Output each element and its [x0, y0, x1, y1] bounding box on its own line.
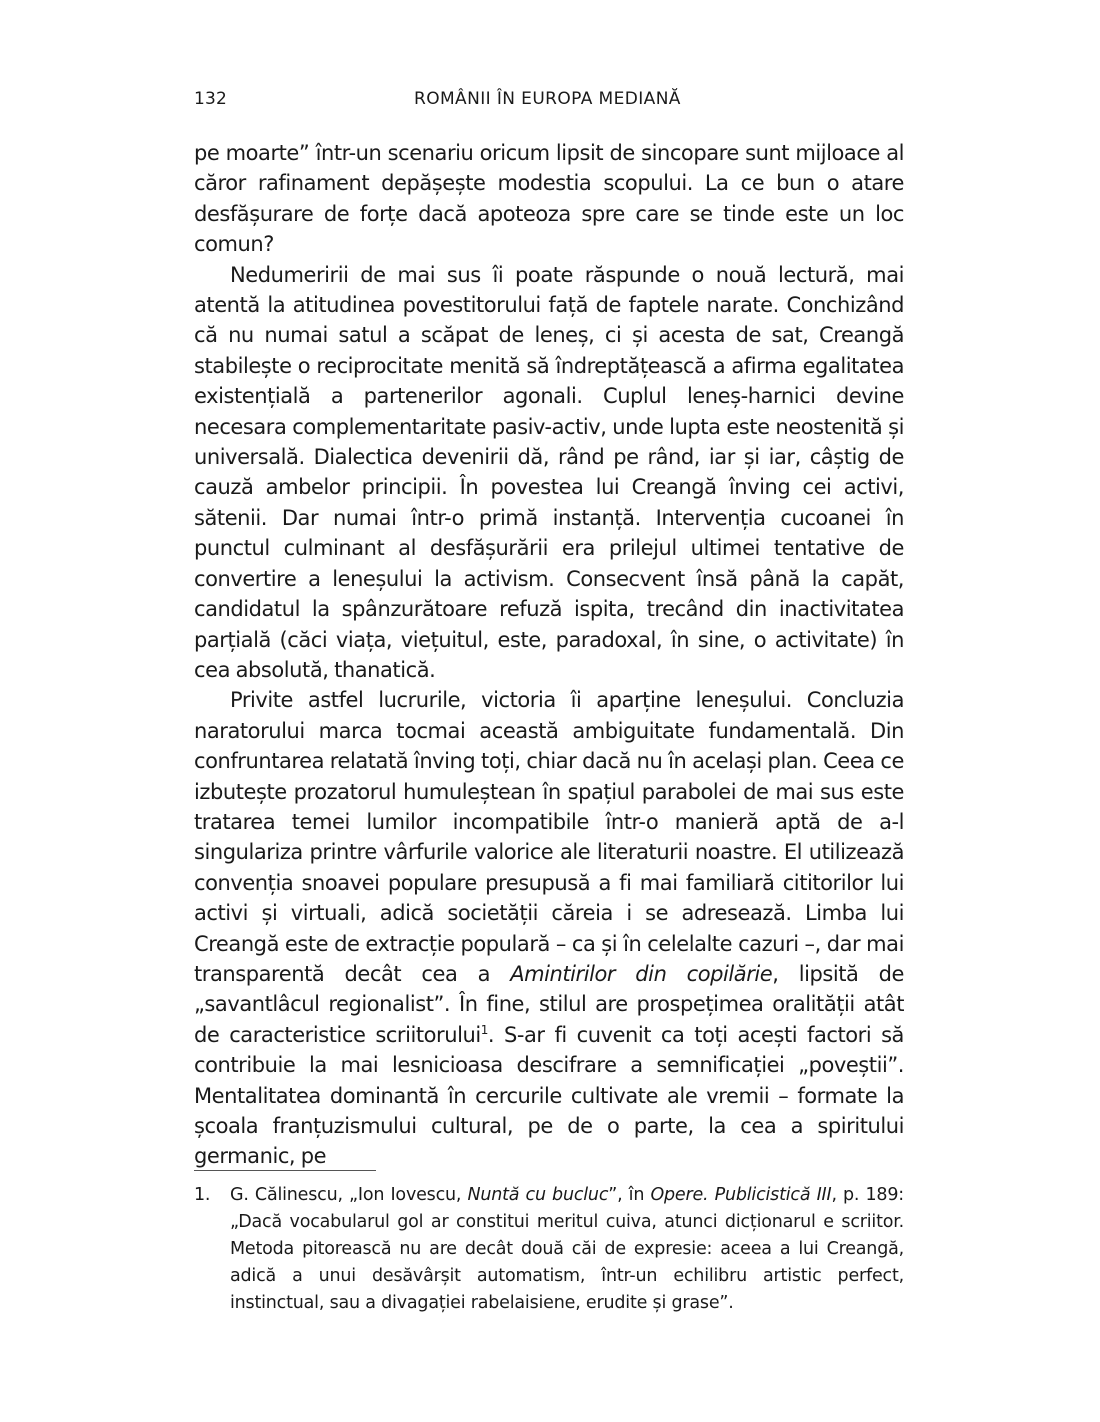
book-title-italic: Amintirilor din copilărie	[510, 961, 773, 986]
footnote-reference[interactable]: 1	[480, 1022, 488, 1037]
footnote-divider	[194, 1170, 376, 1171]
footnote-text	[230, 1182, 904, 1317]
paragraph-1: pe moarte” într-un scenariu oricum lipsit de sincopare sunt mijloace al căror rafinament depășește modestia scopului. La ce bun o atare desfășurare de forțe dacă apoteoza spre care se tinde este un loc comun?	[194, 141, 904, 257]
footnote-text-part: , p. 189: „Dacă vocabularul gol ar constitui meritul cuiva, atunci dicționarul e scriitor. Metoda pitorească nu are decât două căi de expresie: aceea a lui Creangă, adică a unui desăvârșit automatism, într-un echilibru artistic perfect, instinctual, sau a divagației rabelaisiene, erudite și grase”.	[230, 1185, 904, 1313]
page-number: 132	[194, 89, 228, 109]
paragraph-2: Nedumeririi de mai sus îi poate răspunde o nouă lectură, mai atentă la atitudinea povestitorului față de faptele narate. Conchizând că nu numai satul a scăpat de leneș, ci și acesta de sat, Creangă stabilește o reciprocitate menită să îndreptățească a afirma egalitatea existențială a partenerilor agonali. Cuplul leneș-harnici devine necesara complementaritate pasiv-activ, unde lupta este neostenită și universală. Dialectica devenirii dă, rând pe rând, iar și iar, câștig de cauză ambelor principii. În povestea lui Creangă înving cei activi, sătenii. Dar numai într-o primă instanță. Intervenția cucoanei în punctul culminant al desfășurării era prilejul ultimei tentative de convertire a leneșului la activism. Consecvent însă până la capăt, candidatul la spânzurătoare refuză ispita, trecând din inactivitatea parțială (căci viața, viețuitul, este, paradoxal, în sine, o activitate) în cea absolută, thanatică.	[194, 262, 904, 682]
footnote-marker: 1.	[194, 1185, 211, 1205]
footnote-text-part: G. Călinescu, „Ion Iovescu,	[230, 1185, 468, 1205]
footnote-italic-source: Opere. Publicistică III	[650, 1185, 832, 1205]
footnote-1	[194, 1182, 904, 1317]
footnote-italic-title: Nuntă cu bucluc	[467, 1185, 609, 1205]
footnotes	[194, 1182, 904, 1317]
paragraph-3	[194, 685, 904, 1172]
paragraph-3-text-mid: , lipsită de „savantlâcul regionalist”. În fine, stilul are prospețimea oralității atât de caracteristice scriitorului	[194, 961, 904, 1047]
footnote-text-part: ”, în	[608, 1185, 651, 1205]
main-text	[194, 138, 904, 1172]
paragraph-3-text-start: Privite astfel lucrurile, victoria îi aparține leneșului. Concluzia naratorului marca tocmai această ambiguitate fundamentală. Din confruntarea relatată înving toți, chiar dacă nu în același plan. Ceea ce izbutește prozatorul humuleștean în spațiul parabolei de mai sus este tratarea temei lumilor incompatibile într-o manieră aptă de a-l singulariza printre vârfurile valorice ale literaturii noastre. El utilizează convenția snoavei populare presupusă a fi mai familiară cititorilor lui activi și virtuali, adică societății căreia i se adresează. Limba lui Creangă este de extracție populară – ca și în celelalte cazuri –, dar mai transparentă decât cea a	[194, 688, 904, 986]
paragraph-3-text-end: . S-ar fi cuvenit ca toți acești factori să contribuie la mai lesnicioasa descifrare a semnificației „poveștii”. Mentalitatea dominantă în cercurile cultivate ale vremii – formate la școala franțuzismului cultural, pe de o parte, la cea a spiritului germanic, pe	[194, 1022, 904, 1169]
running-title: ROMÂNII ÎN EUROPA MEDIANĂ	[414, 89, 681, 109]
page-header	[194, 89, 904, 115]
